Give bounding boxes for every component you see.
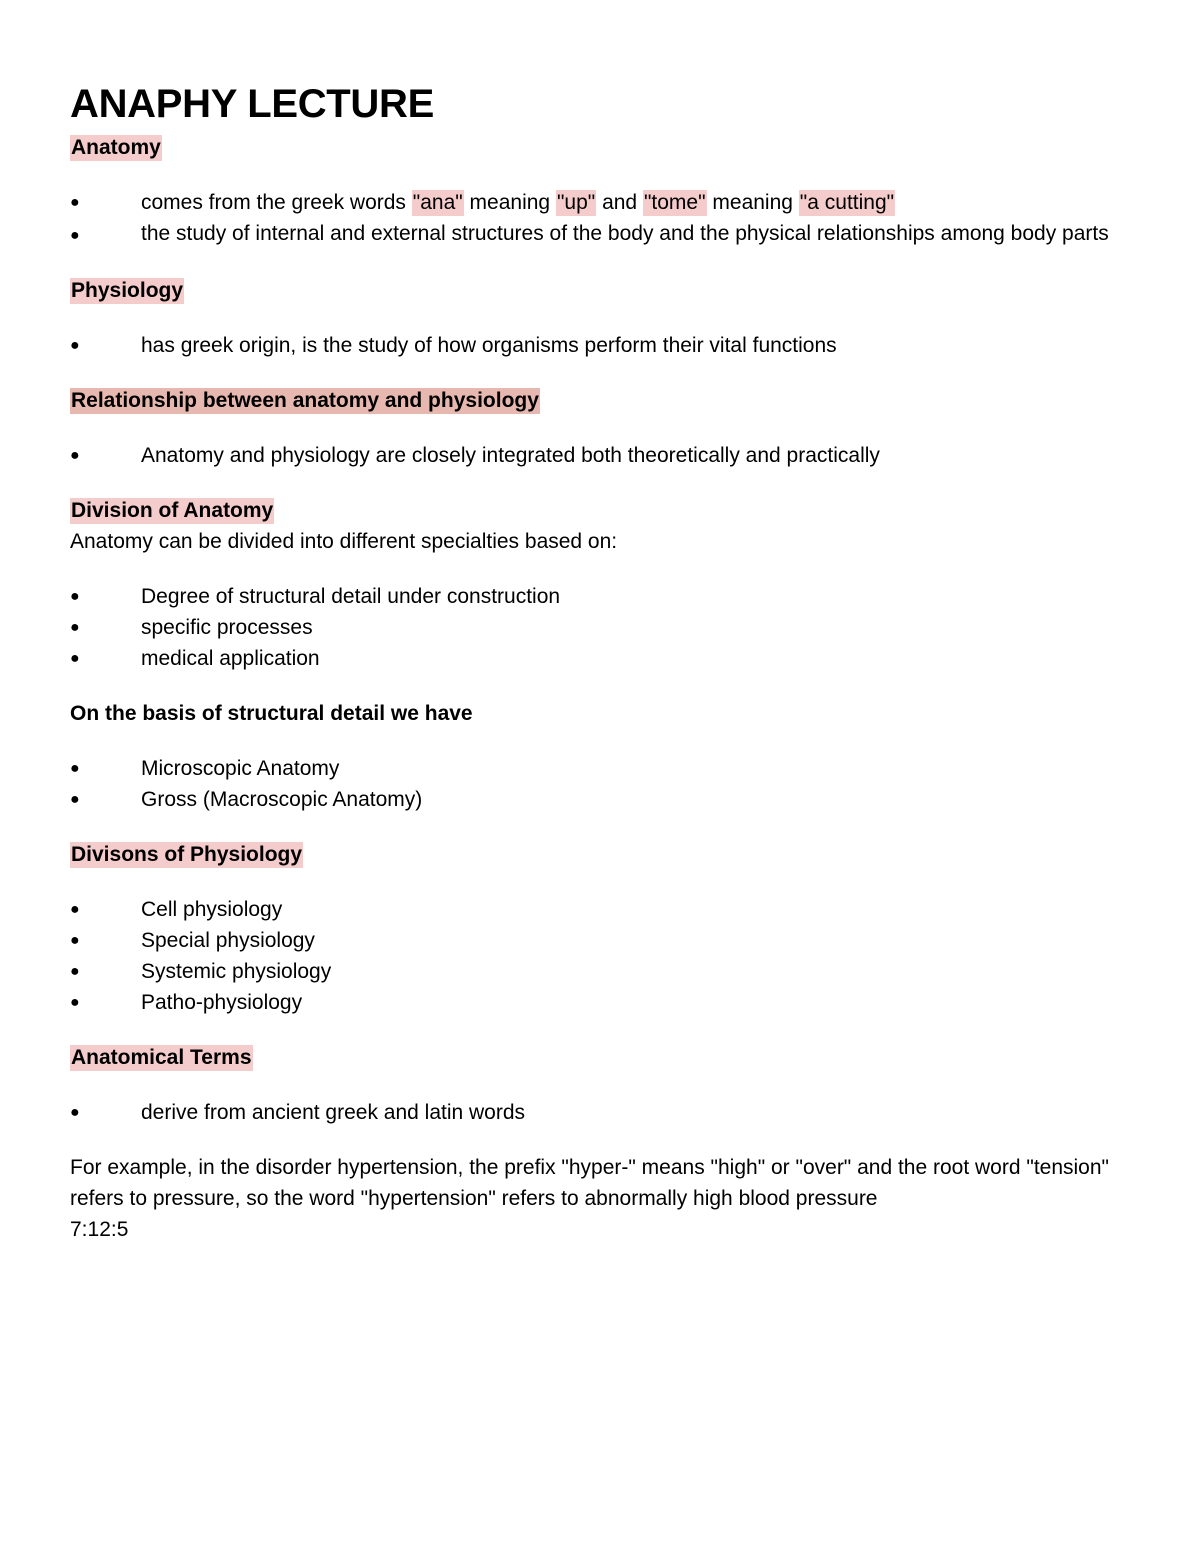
physiology-list <box>70 330 1130 361</box>
section-heading-anatomy <box>70 132 1130 163</box>
list-item-text: specific processes <box>141 616 313 639</box>
highlighted-term: "a cutting" <box>799 191 895 214</box>
heading-text: Division of Anatomy <box>71 499 274 522</box>
list-item-text: Patho-physiology <box>141 991 303 1014</box>
relationship-list <box>70 440 1130 471</box>
list-item <box>70 440 1130 471</box>
page-title: ANAPHY LECTURE <box>70 82 434 126</box>
bullet-icon: ● <box>70 227 80 244</box>
section-heading-anatomical-terms <box>70 1042 1130 1073</box>
text-run: meaning <box>706 191 799 214</box>
list-item-text: derive from ancient greek and latin words <box>141 1101 526 1124</box>
bullet-icon: ● <box>70 337 80 354</box>
text-run: and <box>596 191 643 214</box>
list-item <box>70 187 1130 218</box>
list-item <box>70 581 1130 612</box>
bullet-icon: ● <box>70 901 80 918</box>
timestamp-note: 7:12:5 <box>70 1218 129 1241</box>
bullet-icon: ● <box>70 760 80 777</box>
list-item-text: Microscopic Anatomy <box>141 757 340 780</box>
list-item <box>70 956 1130 987</box>
section-heading-divisions-physiology <box>70 839 1130 870</box>
list-item <box>70 330 1130 361</box>
text-run: comes from the greek words <box>141 191 412 214</box>
bullet-icon: ● <box>70 650 80 667</box>
list-item <box>70 925 1130 956</box>
highlighted-term: "up" <box>556 191 596 214</box>
list-item <box>70 753 1130 784</box>
list-item <box>70 218 1130 251</box>
highlighted-term: "ana" <box>412 191 463 214</box>
list-item-text: Anatomy and physiology are closely integrated both theoretically and practically <box>141 444 880 467</box>
list-item <box>70 612 1130 643</box>
section-heading-structural-detail: On the basis of structural detail we have <box>70 702 473 725</box>
bullet-icon: ● <box>70 791 80 808</box>
bullet-icon: ● <box>70 932 80 949</box>
bullet-icon: ● <box>70 619 80 636</box>
list-item-text: the study of internal and external structures of the body and the physical relationships among body parts <box>141 222 1109 245</box>
list-item-text: Gross (Macroscopic Anatomy) <box>141 788 423 811</box>
bullet-icon: ● <box>70 1104 80 1121</box>
list-item <box>70 784 1130 815</box>
list-item-text: Degree of structural detail under construction <box>141 585 561 608</box>
bullet-icon: ● <box>70 588 80 605</box>
list-item-text: Cell physiology <box>141 898 283 921</box>
example-paragraph: For example, in the disorder hypertension, the prefix "hyper-" means "high" or "over" and the root word "tension" refers to pressure, so the word "hypertension" refers to abnormally high blood pressure <box>70 1156 1109 1210</box>
list-item-text: Special physiology <box>141 929 315 952</box>
list-item-text: medical application <box>141 647 320 670</box>
bullet-icon: ● <box>70 194 80 211</box>
divisions-physiology-list <box>70 894 1130 1018</box>
division-anatomy-list <box>70 581 1130 674</box>
bullet-icon: ● <box>70 447 80 464</box>
highlighted-term: "tome" <box>643 191 706 214</box>
section-heading-physiology <box>70 275 1130 306</box>
anatomy-list <box>70 187 1130 218</box>
structural-detail-list <box>70 753 1130 815</box>
list-item-text: has greek origin, is the study of how organisms perform their vital functions <box>141 334 837 357</box>
heading-text: Anatomical Terms <box>71 1046 252 1069</box>
anatomical-terms-list <box>70 1097 1130 1128</box>
document-page <box>70 80 1130 1245</box>
section-heading-relationship <box>70 385 1130 416</box>
section-heading-division-anatomy <box>70 495 1130 526</box>
bullet-icon: ● <box>70 963 80 980</box>
section-intro: Anatomy can be divided into different specialties based on: <box>70 530 618 553</box>
text-run: meaning <box>463 191 556 214</box>
heading-text: Relationship between anatomy and physiology <box>71 389 539 412</box>
list-item <box>70 987 1130 1018</box>
list-item <box>70 894 1130 925</box>
list-item-text: Systemic physiology <box>141 960 332 983</box>
bullet-icon: ● <box>70 994 80 1011</box>
list-item <box>70 643 1130 674</box>
heading-text: Divisons of Physiology <box>71 843 303 866</box>
heading-text: Anatomy <box>71 136 161 159</box>
heading-text: Physiology <box>71 279 184 302</box>
list-item <box>70 1097 1130 1128</box>
